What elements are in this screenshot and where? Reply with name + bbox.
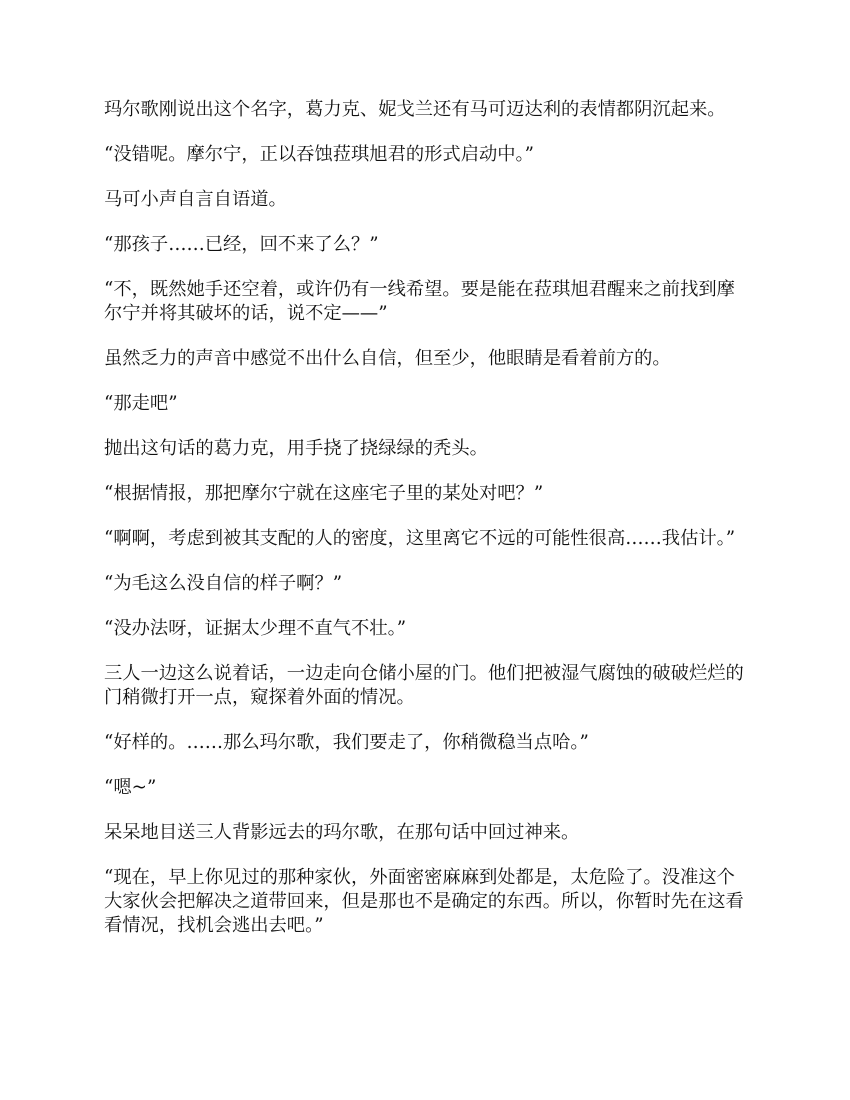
paragraph: “啊啊，考虑到被其支配的人的密度，这里离它不远的可能性很高……我估计。” xyxy=(104,528,736,549)
paragraph: 三人一边这么说着话，一边走向仓储小屋的门。他们把被湿气腐蚀的破破烂烂的门稍微打开一点，窥探着外面的情况。 xyxy=(104,663,744,708)
paragraph: 玛尔歌刚说出这个名字，葛力克、妮戈兰还有马可迈达利的表情都阴沉起来。 xyxy=(104,99,726,120)
paragraph: “现在，早上你见过的那种家伙，外面密密麻麻到处都是，太危险了。没准这个大家伙会把解决之道带回来，但是那也不是确定的东西。所以，你暂时先在这看看情况，找机会逃出去吧。” xyxy=(104,867,744,936)
paragraph: “不，既然她手还空着，或许仍有一线希望。要是能在菈琪旭君醒来之前找到摩尔宁并将其破坏的话，说不定——” xyxy=(104,279,735,324)
paragraph: “没办法呀，证据太少理不直气不壮。” xyxy=(104,618,407,639)
document-body xyxy=(104,98,744,959)
paragraph: “那走吧” xyxy=(104,393,178,414)
paragraph: “为毛这么没自信的样子啊？” xyxy=(104,573,343,594)
paragraph: 虽然乏力的声音中感觉不出什么自信，但至少，他眼睛是看着前方的。 xyxy=(104,348,671,369)
paragraph: “那孩子……已经，回不来了么？” xyxy=(104,234,379,255)
paragraph: 呆呆地目送三人背影远去的玛尔歌，在那句话中回过神来。 xyxy=(104,822,580,843)
paragraph: “没错呢。摩尔宁，正以吞蚀菈琪旭君的形式启动中。” xyxy=(104,144,535,165)
paragraph: “嗯~” xyxy=(104,777,157,798)
paragraph: 马可小声自言自语道。 xyxy=(104,189,287,210)
paragraph: “好样的。……那么玛尔歌，我们要走了，你稍微稳当点哈。” xyxy=(104,732,589,753)
paragraph: 抛出这句话的葛力克，用手挠了挠绿绿的秃头。 xyxy=(104,438,488,459)
paragraph: “根据情报，那把摩尔宁就在这座宅子里的某处对吧？” xyxy=(104,483,544,504)
